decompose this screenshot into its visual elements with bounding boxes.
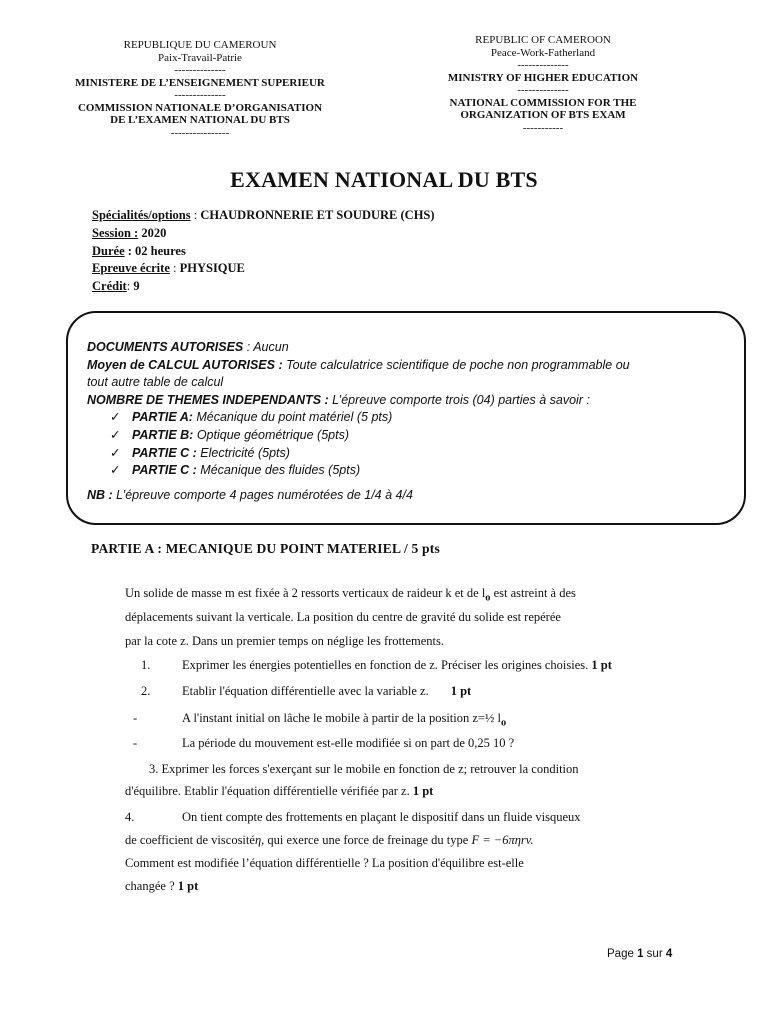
part-item <box>87 427 727 445</box>
checkmark-icon: ✓ <box>110 427 121 442</box>
question-points: 1 pt <box>591 658 612 672</box>
duree-row <box>92 243 435 261</box>
question-text: Exprimer les énergies potentielles en fonction de z. Préciser les origines choisies. <box>182 658 589 672</box>
credit-label: Crédit <box>92 279 127 294</box>
question-points: 1 pt <box>450 684 472 698</box>
header-right-ministry: MINISTRY OF HIGHER EDUCATION <box>447 71 639 84</box>
question-text: de coefficient de viscosité <box>125 833 255 847</box>
part-title: Optique géométrique (5pts) <box>193 427 349 442</box>
session-row <box>92 225 435 243</box>
header-right-country: REPUBLIC OF CAMEROON <box>475 34 611 46</box>
dash-marker: - <box>133 711 138 725</box>
specialite-row: Spécialités/options : CHAUDRONNERIE ET SOUDURE (CHS) <box>92 208 435 222</box>
calc-row <box>87 357 727 375</box>
specialite-value: CHAUDRONNERIE ET SOUDURE (CHS) <box>200 208 435 222</box>
calc-label: Moyen de CALCUL AUTORISES : <box>87 357 283 372</box>
epreuve-label: Epreuve écrite <box>92 261 170 276</box>
specialite-label: Spécialités/options <box>92 208 191 222</box>
question-3-line <box>125 783 433 800</box>
header-left-motto: Paix-Travail-Patrie <box>158 51 242 64</box>
intro-text: Un solide de masse m est fixée à 2 ressorts verticaux de raideur k et de l <box>125 586 486 600</box>
header-left-separator: ---------------- <box>170 126 230 139</box>
epreuve-value: PHYSIQUE <box>179 261 245 276</box>
credit-row: Crédit: 9 <box>92 279 140 294</box>
documents-value: : Aucun <box>243 340 289 354</box>
header-left <box>60 39 340 139</box>
eta-symbol: η <box>254 833 262 847</box>
question-number: 1. <box>141 658 151 672</box>
exam-title: EXAMEN NATIONAL DU BTS <box>230 167 538 192</box>
themes-value: L’épreuve comporte trois (04) parties à savoir : <box>328 392 590 407</box>
question-number: 2. <box>141 684 151 698</box>
question-text: Etablir l'équation différentielle avec la variable z. <box>182 684 429 698</box>
formula: F = −6πηrv. <box>471 833 534 847</box>
sub-question-text: A l'instant initial on lâche le mobile à partir de la position z=½ l <box>182 711 501 725</box>
part-title: Electricité (5pts) <box>196 445 290 460</box>
question-text: , qui exerce une force de freinage du type <box>261 833 469 847</box>
part-label: PARTIE C : <box>132 463 197 478</box>
session-label: Session : <box>92 225 139 240</box>
intro-line: par la cote z. Dans un premier temps on néglige les frottements. <box>125 634 444 648</box>
question-1 <box>141 657 612 674</box>
question-3-line: 3. Exprimer les forces s'exerçant sur le mobile en fonction de z; retrouver la condition <box>149 762 579 776</box>
header-left-commission: COMMISSION NATIONALE D’ORGANISATION <box>77 101 323 114</box>
question-text: On tient compte des frottements en plaçant le dispositif dans un fluide visqueux <box>182 810 581 824</box>
session-value: 2020 <box>141 225 167 240</box>
page-total: 4 <box>665 948 673 960</box>
dash-marker: - <box>133 736 138 750</box>
checkmark-icon: ✓ <box>110 410 121 425</box>
header-right <box>420 34 666 134</box>
themes-row <box>87 392 727 410</box>
section-title: PARTIE A : MECANIQUE DU POINT MATERIEL / 5 pts <box>91 541 440 556</box>
calc-value-cont: tout autre table de calcul <box>87 375 224 390</box>
header-left-separator: -------------- <box>174 64 226 76</box>
header-left-ministry: MINISTERE DE L’ENSEIGNEMENT SUPERIEUR <box>75 76 325 89</box>
exam-info <box>92 207 435 296</box>
header-right-separator: -------------- <box>517 84 569 96</box>
sub-question <box>133 735 514 752</box>
intro-line <box>125 585 576 607</box>
subscript: o <box>485 592 491 604</box>
sub-question <box>133 710 506 732</box>
part-item <box>87 409 727 427</box>
header-right-separator: ----------- <box>522 121 564 134</box>
page-current: 1 <box>637 948 644 960</box>
part-label: PARTIE C : <box>132 445 197 460</box>
checkmark-icon: ✓ <box>110 445 121 460</box>
part-label: PARTIE A: <box>132 410 193 425</box>
page-word: Page <box>607 948 634 960</box>
sub-question-text: La période du mouvement est-elle modifiée si on part de 0,25 10 ? <box>182 736 515 750</box>
intro-line: déplacements suivant la verticale. La position du centre de gravité du solide est repérée <box>125 610 561 624</box>
themes-label: NOMBRE DE THEMES INDEPENDANTS : <box>87 392 329 407</box>
header-right-motto: Peace-Work-Fatherland <box>490 46 596 59</box>
checkmark-icon: ✓ <box>110 463 121 478</box>
intro-text: est astreint à des <box>490 586 576 600</box>
question-text: d'équilibre. Etablir l'équation différentielle vérifiée par z. <box>125 784 410 798</box>
nb-row <box>87 487 727 505</box>
part-label: PARTIE B: <box>132 427 194 442</box>
part-item <box>87 445 727 463</box>
question-4-line <box>125 878 198 895</box>
page-of: sur <box>646 948 663 960</box>
subscript: o <box>500 717 507 729</box>
header-right-commission: ORGANIZATION OF BTS EXAM <box>460 109 626 121</box>
question-4-line <box>125 809 581 826</box>
calc-value: Toute calculatrice scientifique de poche non programmable ou <box>282 357 630 372</box>
duree-label: Durée <box>92 243 125 258</box>
page-number <box>607 948 672 960</box>
documents-row <box>87 339 727 357</box>
part-title: Mécanique des fluides (5pts) <box>196 463 361 478</box>
question-4-line: Comment est modifiée l’équation différentielle ? La position d'équilibre est-elle <box>125 856 524 870</box>
header-left-country: REPUBLIQUE DU CAMEROUN <box>123 39 277 51</box>
question-number: 4. <box>125 810 135 824</box>
header-left-separator: -------------- <box>174 89 226 101</box>
header-left-commission: DE L’EXAMEN NATIONAL DU BTS <box>110 114 290 126</box>
header-right-commission: NATIONAL COMMISSION FOR THE <box>449 96 637 109</box>
nb-label: NB : <box>87 487 113 502</box>
epreuve-row: Epreuve écrite : PHYSIQUE <box>92 261 245 276</box>
duree-value: : 02 heures <box>127 243 186 258</box>
part-title: Mécanique du point matériel (5 pts) <box>192 410 393 425</box>
credit-value: 9 <box>133 279 140 294</box>
header-right-separator: -------------- <box>517 59 569 71</box>
question-2 <box>141 683 471 700</box>
question-points: 1 pt <box>177 879 199 893</box>
question-4-line <box>125 832 534 849</box>
part-item <box>87 462 727 480</box>
question-points: 1 pt <box>412 784 434 798</box>
nb-value: L’épreuve comporte 4 pages numérotées de 1/4 à 4/4 <box>112 487 413 502</box>
info-box <box>87 339 727 504</box>
question-text: changée ? <box>125 879 175 893</box>
documents-label: DOCUMENTS AUTORISES <box>87 340 244 354</box>
